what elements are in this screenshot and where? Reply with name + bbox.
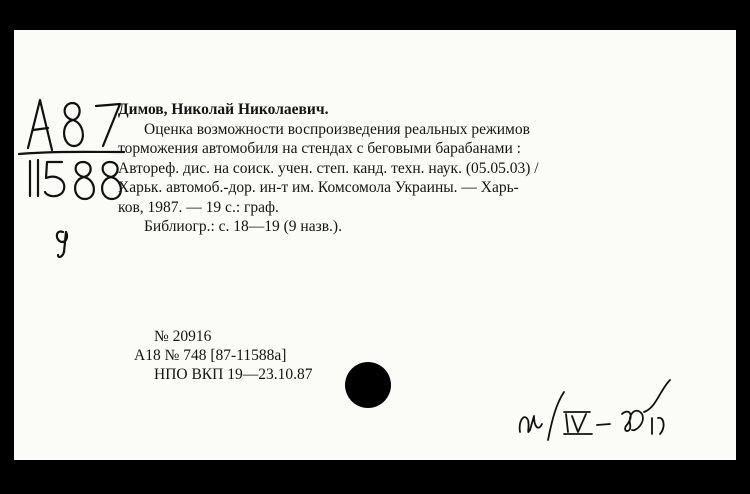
title-line-5: ков, 1987. — 19 с.: граф.: [118, 198, 279, 216]
title-line-3: Автореф. дис. на соиск. учен. степ. канд. техн. наук. (05.05.03) /: [118, 159, 539, 177]
title-line-2: торможения автомобиля на стендах с беговыми барабанами :: [118, 140, 521, 157]
author-name: Димов, Николай Николаевич.: [118, 101, 329, 118]
bibliographic-entry: [118, 100, 693, 237]
receipt-stamp: НПО ВКП 19—23.10.87: [154, 366, 313, 383]
title-line-1: Оценка возможности воспроизведения реальных режимов: [144, 120, 530, 138]
registration-code: А18 № 748 [87-11588а]: [134, 347, 287, 364]
registration-number: № 20916: [154, 328, 212, 345]
catalog-card: [14, 30, 736, 460]
bibliography-note: Библиогр.: с. 18—19 (9 назв.).: [144, 218, 342, 235]
title-line-4: Харьк. автомоб.-дор. ин-т им. Комсомола Украины. — Харь-: [118, 179, 519, 196]
registration-block: [134, 327, 312, 384]
